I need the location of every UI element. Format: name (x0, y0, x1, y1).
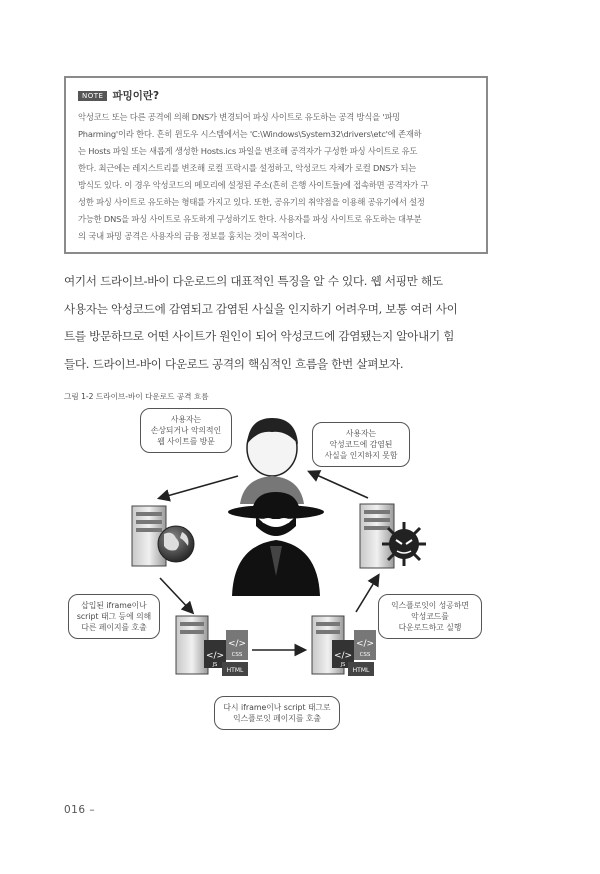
arrow-site-to-page (160, 578, 192, 612)
paragraph-line: 사용자는 악성코드에 감염되고 감염된 사실을 인지하기 어려우며, 보통 여러 사이 (64, 301, 458, 316)
note-body (78, 109, 474, 245)
paragraph-line: 들다. 드라이브-바이 다운로드 공격의 핵심적인 흐름을 한번 살펴보자. (64, 356, 404, 371)
bubble-unaware: 사용자는 악성코드에 감염된 사실을 인지하지 못함 (312, 422, 410, 467)
arrow-malware-to-user (310, 472, 368, 498)
note-header (78, 88, 474, 103)
note-line: 의 국내 파밍 공격은 사용자의 금융 정보를 훔치는 것이 목적이다. (78, 231, 306, 241)
note-line: 한다. 최근에는 레지스트리를 변조해 로컬 프락시를 설정하고, 악성코드 자체가 로컬 DNS가 되는 (78, 163, 417, 173)
code-files-icon (204, 630, 248, 676)
bubble-visit-site: 사용자는 손상되거나 악의적인 웹 사이트를 방문 (140, 408, 232, 453)
note-line: 가능한 DNS을 파싱 사이트로 유도하게 구성하기도 한다. 사용자를 파싱 사이트로 유도하는 대부분 (78, 214, 422, 224)
file-js-label: JS (212, 662, 218, 668)
file-code-label: </> (227, 639, 247, 649)
arrow-exploit-to-malware (356, 576, 378, 612)
note-box (64, 76, 488, 254)
attack-flow-figure (64, 400, 504, 740)
file-code-label: </> (333, 651, 353, 661)
attack-flow-diagram (64, 400, 504, 740)
file-html-label: HTML (352, 667, 370, 674)
figure-caption: 그림 1-2 드라이브-바이 다운로드 공격 흐름 (64, 392, 209, 401)
note-line: 는 Hosts 파일 또는 새롭게 생성한 Hosts.ics 파일을 변조해 공격자가 구성한 파싱 사이트로 유도 (78, 146, 418, 156)
file-html-label: HTML (226, 667, 244, 674)
paragraph-line: 트를 방문하므로 어떤 사이트가 원인이 되어 악성코드에 감염됐는지 알아내기 힘 (64, 329, 455, 343)
note-line: 방식도 있다. 이 경우 악성코드의 메모리에 설정된 주소(흔히 은행 사이트들)에 접속하면 공격자가 구 (78, 180, 429, 190)
file-css-label: CSS (231, 652, 243, 658)
note-line: Pharming'이라 한다. 흔히 윈도우 시스템에서는 'C:\Windows\System32\drivers\etc'에 존재하 (78, 129, 422, 139)
file-css-label: CSS (359, 652, 371, 658)
page-server-icon (176, 616, 208, 674)
page-number: 016 – (64, 804, 96, 816)
virus-icon (382, 522, 426, 566)
globe-icon (158, 526, 194, 562)
note-tag: NOTE (78, 91, 107, 101)
file-code-label: </> (205, 651, 225, 661)
note-title: 파밍이란? (112, 90, 160, 102)
bubble-exploit-success: 익스플로잇이 성공하면 악성코드를 다운로드하고 실행 (378, 594, 482, 639)
body-paragraph (64, 268, 492, 378)
note-line: 성한 파싱 사이트로 유도하는 형태를 가지고 있다. 또한, 공유기의 취약점을 이용해 공유기에서 설정 (78, 197, 425, 207)
arrow-user-to-site (160, 476, 238, 498)
file-code-label: </> (355, 639, 375, 649)
note-line: 악성코드 또는 다른 공격에 의해 DNS가 변경되어 파싱 사이트로 유도하는 공격 방식을 '파밍 (78, 112, 401, 122)
file-js-label: JS (340, 662, 346, 668)
bubble-exploit-page: 다시 iframe이나 script 태그로 익스플로잇 페이지를 호출 (214, 696, 340, 730)
bubble-iframe: 삽입된 iframe이나 script 태그 등에 의해 다른 페이지를 호출 (68, 594, 160, 639)
hacker-icon (228, 492, 324, 596)
user-icon (240, 418, 304, 504)
paragraph-line: 여기서 드라이브-바이 다운로드의 대표적인 특징을 알 수 있다. 웹 서핑만 해도 (64, 274, 443, 288)
